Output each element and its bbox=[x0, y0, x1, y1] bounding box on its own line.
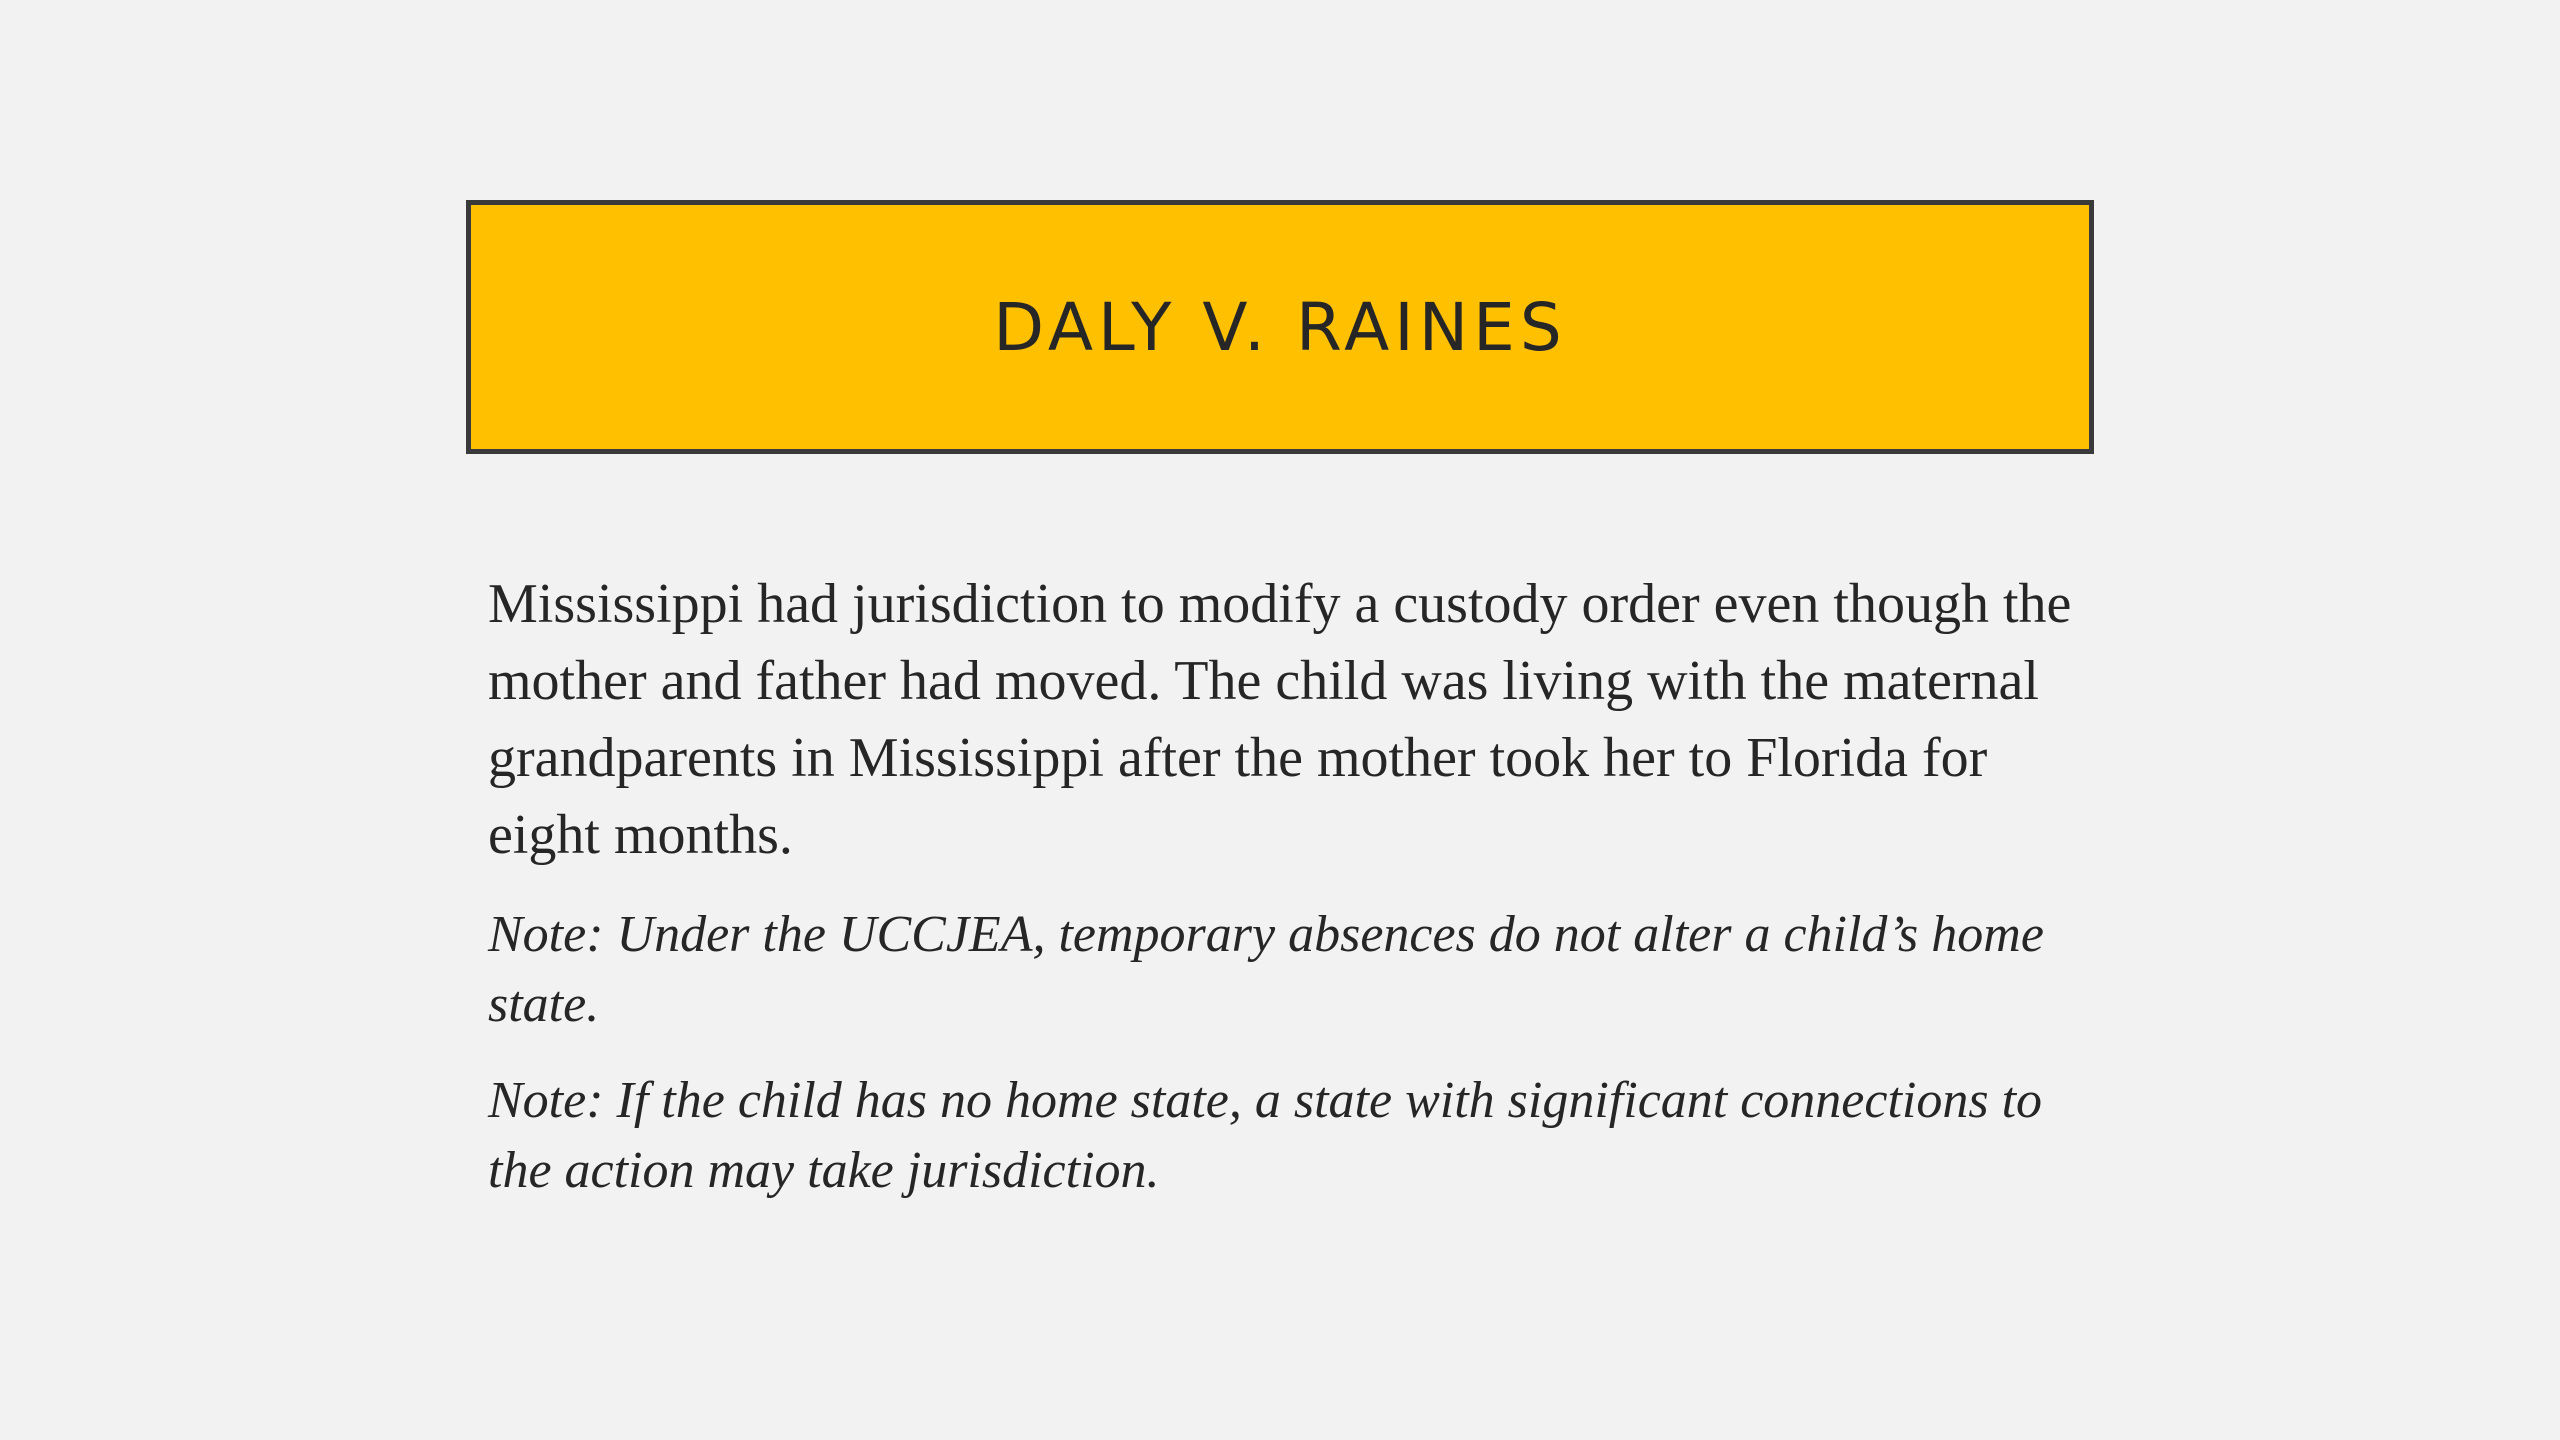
slide-content bbox=[488, 566, 2088, 1206]
note-significant-connections: Note: If the child has no home state, a state with significant connections to the action may take jurisdiction. bbox=[488, 1072, 2043, 1199]
slide-title: DALY V. RAINES bbox=[993, 288, 1567, 366]
case-summary: Mississippi had jurisdiction to modify a custody order even though the mother and father had moved. The child was living with the maternal grandparents in Mississippi after the mother took her to Florida for eight months. bbox=[488, 573, 2072, 866]
title-banner bbox=[466, 200, 2094, 454]
note-temporary-absence: Note: Under the UCCJEA, temporary absences do not alter a child’s home state. bbox=[488, 906, 2044, 1033]
